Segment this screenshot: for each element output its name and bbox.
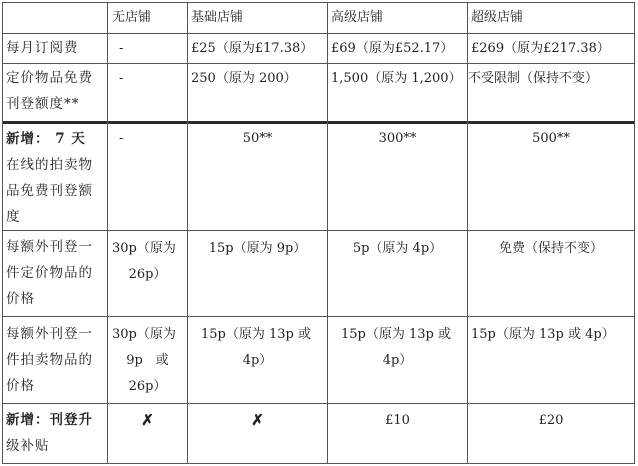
cross-mark-icon: ✗ xyxy=(141,411,154,429)
row-label-upgrade-credit-line2: 级补贴 xyxy=(6,438,50,454)
header-premium-store: 高级店铺 xyxy=(331,10,384,25)
cell-extra-auction-anchor: 15p（原为 13p 或 4p） xyxy=(471,327,615,342)
cell-upgrade-credit-anchor: £20 xyxy=(538,413,564,428)
cell-extra-fixed-none-line2: 26p） xyxy=(128,267,167,282)
row-divider-thick xyxy=(2,121,635,124)
cell-auction-allowance-basic: 50** xyxy=(242,131,273,146)
cell-extra-fixed-anchor: 免费（保持不变） xyxy=(498,241,603,256)
row-label-auction-allowance-line4: 度 xyxy=(6,209,21,225)
header-anchor-store: 超级店铺 xyxy=(471,10,524,25)
row-label-fixed-listings-line2: 刊登额度** xyxy=(6,96,80,112)
cell-fixed-listings-anchor: 不受限制（保持不变） xyxy=(468,71,599,86)
cell-extra-auction-none-line1: 30p（原为 xyxy=(112,327,176,342)
cell-auction-allowance-anchor: 500** xyxy=(532,131,570,146)
col-divider xyxy=(327,2,328,464)
row-label-extra-fixed-line1: 每额外刊登一 xyxy=(6,239,93,255)
row-divider xyxy=(2,403,635,404)
row-label-extra-auction-line3: 价格 xyxy=(6,378,35,394)
table-border-left xyxy=(2,2,3,464)
row-divider xyxy=(2,230,635,231)
cell-upgrade-credit-premium: £10 xyxy=(385,413,410,428)
cell-extra-fixed-none-line1: 30p（原为 xyxy=(112,241,176,256)
cell-extra-fixed-basic: 15p（原为 9p） xyxy=(208,241,307,256)
table-border-right xyxy=(634,2,635,464)
row-label-extra-fixed-line3: 价格 xyxy=(6,291,35,307)
cell-monthly-fee-premium: £69（原为£52.17） xyxy=(331,41,454,56)
cell-extra-auction-basic-line1: 15p（原为 13p 或 xyxy=(201,327,311,342)
header-no-store: 无店铺 xyxy=(112,10,152,25)
table-border-bottom xyxy=(2,463,635,464)
cross-mark-icon: ✗ xyxy=(251,411,264,429)
row-label-auction-allowance-line3: 品免费刊登额 xyxy=(6,183,93,199)
cell-fixed-listings-basic: 250（原为 200） xyxy=(191,71,297,86)
row-divider xyxy=(2,316,635,317)
cell-fixed-listings-none: - xyxy=(119,71,124,86)
cell-extra-auction-premium-line2: 4p） xyxy=(382,353,413,368)
cell-monthly-fee-basic: £25（原为£17.38） xyxy=(191,41,314,56)
cell-monthly-fee-none: - xyxy=(119,41,124,56)
row-label-fixed-listings-line1: 定价物品免费 xyxy=(6,70,93,86)
cell-extra-auction-none-line2: 9p 或 xyxy=(126,353,169,368)
cell-auction-allowance-none: - xyxy=(119,131,124,146)
row-label-extra-auction-line2: 件拍卖物品的 xyxy=(6,352,93,368)
row-label-auction-allowance-line2: 在线的拍卖物 xyxy=(6,157,93,173)
header-basic-store: 基础店铺 xyxy=(191,10,244,25)
row-label-auction-allowance-line1: 新增： 7 天 xyxy=(6,131,86,147)
col-divider xyxy=(187,2,188,464)
cell-monthly-fee-anchor: £269（原为£217.38） xyxy=(471,41,610,56)
cell-fixed-listings-premium: 1,500（原为 1,200） xyxy=(331,71,462,86)
cell-extra-auction-none-line3: 26p） xyxy=(128,379,167,394)
row-label-extra-fixed-line2: 件定价物品的 xyxy=(6,265,93,281)
cell-extra-fixed-premium: 5p（原为 4p） xyxy=(352,241,443,256)
cell-auction-allowance-premium: 300** xyxy=(378,131,417,146)
table-border-top xyxy=(2,2,635,3)
row-divider xyxy=(2,63,635,64)
cell-extra-auction-basic-line2: 4p） xyxy=(242,353,273,368)
row-label-monthly-fee: 每月订阅费 xyxy=(6,40,79,56)
row-label-upgrade-credit-line1: 新增：刊登升 xyxy=(6,412,93,428)
cell-extra-auction-premium-line1: 15p（原为 13p 或 xyxy=(341,327,451,342)
row-divider xyxy=(2,33,635,34)
row-label-extra-auction-line1: 每额外刊登一 xyxy=(6,326,93,342)
